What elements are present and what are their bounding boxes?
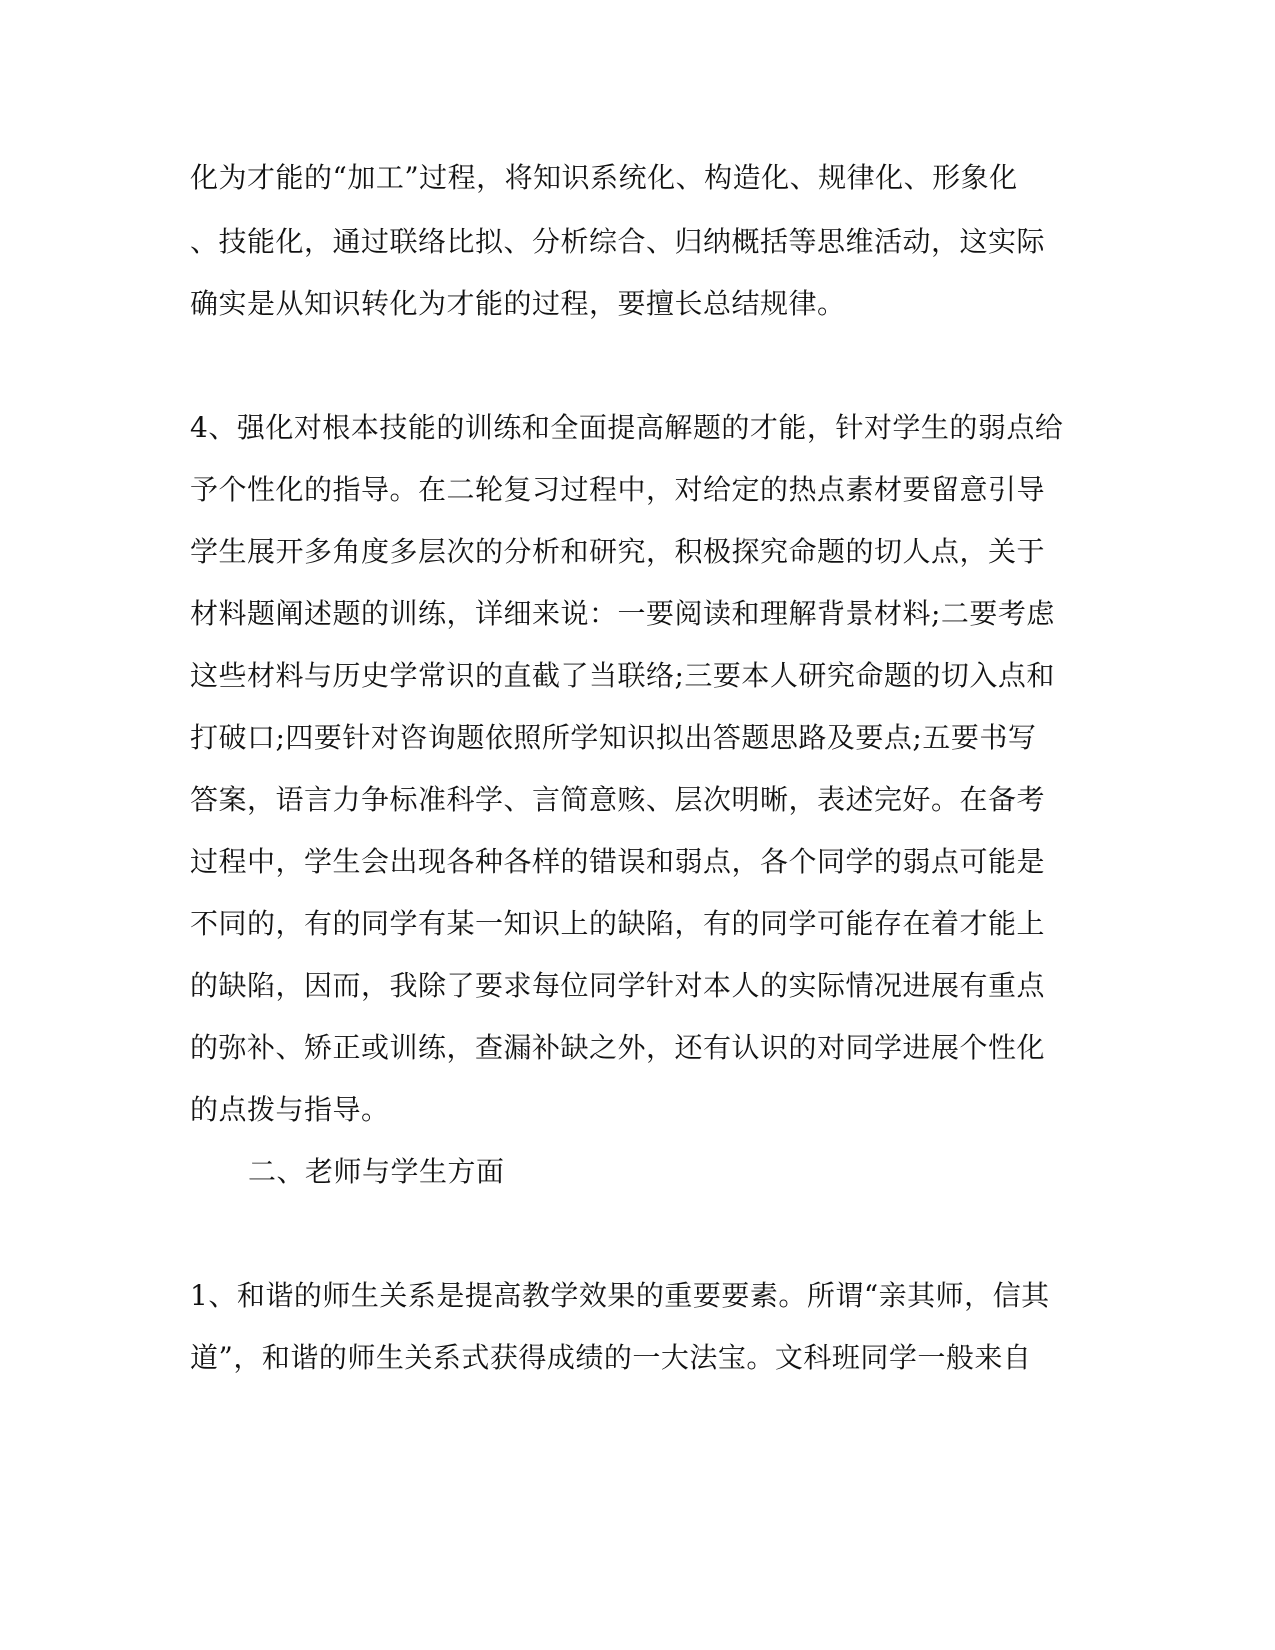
- paragraph-line: 1、和谐的师生关系是提高教学效果的重要要素。所谓“亲其师，信其: [190, 1279, 1050, 1312]
- paragraph-line: 的弥补、矫正或训练，查漏补缺之外，还有认识的对同学进展个性化: [190, 1031, 1046, 1064]
- paragraph-line: 答案，语言力争标准科学、言简意赅、层次明晰，表述完好。在备考: [190, 783, 1046, 816]
- section-heading: 二、老师与学生方面: [248, 1155, 505, 1188]
- paragraph-line: 打破口;四要针对咨询题依照所学知识拟出答题思路及要点;五要书写: [190, 721, 1037, 754]
- paragraph-line: 予个性化的指导。在二轮复习过程中，对给定的热点素材要留意引导: [190, 473, 1046, 506]
- paragraph-line: 的点拨与指导。: [190, 1093, 390, 1126]
- paragraph-line: 化为才能的“加工”过程，将知识系统化、构造化、规律化、形象化: [190, 161, 1018, 194]
- paragraph-line: 不同的，有的同学有某一知识上的缺陷，有的同学可能存在着才能上: [190, 907, 1046, 940]
- paragraph-line: 学生展开多角度多层次的分析和研究，积极探究命题的切人点，关于: [190, 535, 1046, 568]
- paragraph-line: 过程中，学生会出现各种各样的错误和弱点，各个同学的弱点可能是: [190, 845, 1046, 878]
- paragraph-line: 这些材料与历史学常识的直截了当联络;三要本人研究命题的切入点和: [190, 659, 1055, 692]
- paragraph-line: 、技能化，通过联络比拟、分析综合、归纳概括等思维活动，这实际: [190, 225, 1046, 258]
- paragraph-line: 道”，和谐的师生关系式获得成绩的一大法宝。文科班同学一般来自: [190, 1341, 1032, 1374]
- paragraph-line: 确实是从知识转化为才能的过程，要擅长总结规律。: [190, 287, 846, 320]
- paragraph-line: 的缺陷，因而，我除了要求每位同学针对本人的实际情况进展有重点: [190, 969, 1046, 1002]
- paragraph-line: 4、强化对根本技能的训练和全面提高解题的才能，针对学生的弱点给: [190, 411, 1064, 444]
- paragraph-line: 材料题阐述题的训练，详细来说：一要阅读和理解背景材料;二要考虑: [190, 597, 1055, 630]
